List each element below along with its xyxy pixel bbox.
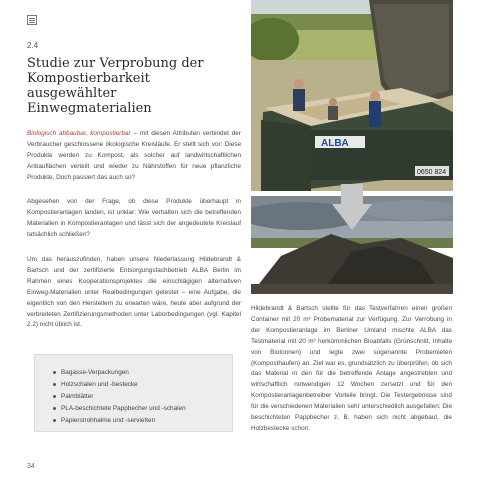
down-arrow-icon bbox=[332, 184, 372, 230]
list-item: Palmblätter bbox=[53, 391, 232, 403]
paragraph-study: Um das herauszufinden, haben unsere Niederlassung Hildebrandt & Bartsch und der zertifizierte Entsorgungsfachbetrieb ALBA Berlin im Rahmen eines Kooperationsprojektes die einschlägigen alternativen Einweg-Materialien unter Realbedingungen getestet – eine Aufgabe, die eigentlich von den Herstellern zu erwarten wäre, heute aber aufgrund der verbreiteten Zertifizierungsmethoden unter Laborbedingungen (vgl. Kapitel 2.2) nicht üblich ist. bbox=[27, 256, 241, 329]
list-item: Papierstrohhalme und -servietten bbox=[53, 415, 232, 427]
materials-list bbox=[35, 355, 232, 427]
paragraph-question: Abgesehen von der Frage, ob diese Produkte überhaupt in Kompostieranlagen landen, ist unklar: Wie verhalten sich die betreffenden Materialien in Kompostieranlagen und lässt sich der angedeutete Kreislauf tatsächlich schließen? bbox=[27, 198, 241, 238]
menu-icon[interactable] bbox=[27, 15, 37, 25]
container-brand-label: ALBA bbox=[321, 138, 349, 149]
materials-box bbox=[34, 354, 233, 432]
list-item: Bagasse-Verpackungen bbox=[53, 367, 232, 379]
intro-emphasis: Biologisch abbaubar, kompostierbar bbox=[27, 130, 131, 137]
container-plate-label: 0650 824 bbox=[417, 169, 447, 176]
page-title: Studie zur Verprobung der Kompostierbarkeit ausgewählter Einwegmaterialien bbox=[27, 56, 204, 116]
page-number: 34 bbox=[27, 463, 35, 470]
paragraph-test-procedure: Hildebrandt & Bartsch stellte für das Testverfahren einen großen Container mit 20 m³ Probematerial zur Verfügung. Zur Verrobung in der Kompostieranlage im Berliner Umland mischte ALBA das Testmaterial mit 20 m³ herkömmlichen Bioabfalls (Grünschnitt, Inhalte von Biotonnen) und legte zwei sogenannte Probemieten (Komposthaufen) an. Ziel war es, grundsätzlich zu überprüfen, ob sich das Material in den für die betreffende Anlage angestrebten und wirtschaftlich notwendigen 12 Wochen zersetzt und für den Kompostieranlagenbetreiber Vorteile bringt. Die Testergebnisse sind für die verschiedenen Materialien sehr unterschiedlich ausgefallen: Die beschichteten Pappbecher z. B. haben sich nicht abgebaut, die Holzbestecke schon. bbox=[251, 305, 452, 432]
section-number: 2.4 bbox=[27, 41, 39, 50]
intro-text: – mit diesen Attributen verbindet der Verbraucher geschlossene ökologische Kreisläufe. Er stellt sich vor: Diese Produkte werden zu Kompost, als solcher auf landwirtschaftlichen Anbauflächen verteilt und wieder zu Nährstoffen für neue pflanzliche Produkte. Doch passiert das auch so? bbox=[27, 130, 241, 181]
list-item: Holzschalen und -bestecke bbox=[53, 379, 232, 391]
list-item: PLA-beschichtete Pappbecher und -schalen bbox=[53, 403, 232, 415]
container-photo bbox=[251, 0, 453, 191]
paragraph-intro bbox=[27, 129, 241, 184]
